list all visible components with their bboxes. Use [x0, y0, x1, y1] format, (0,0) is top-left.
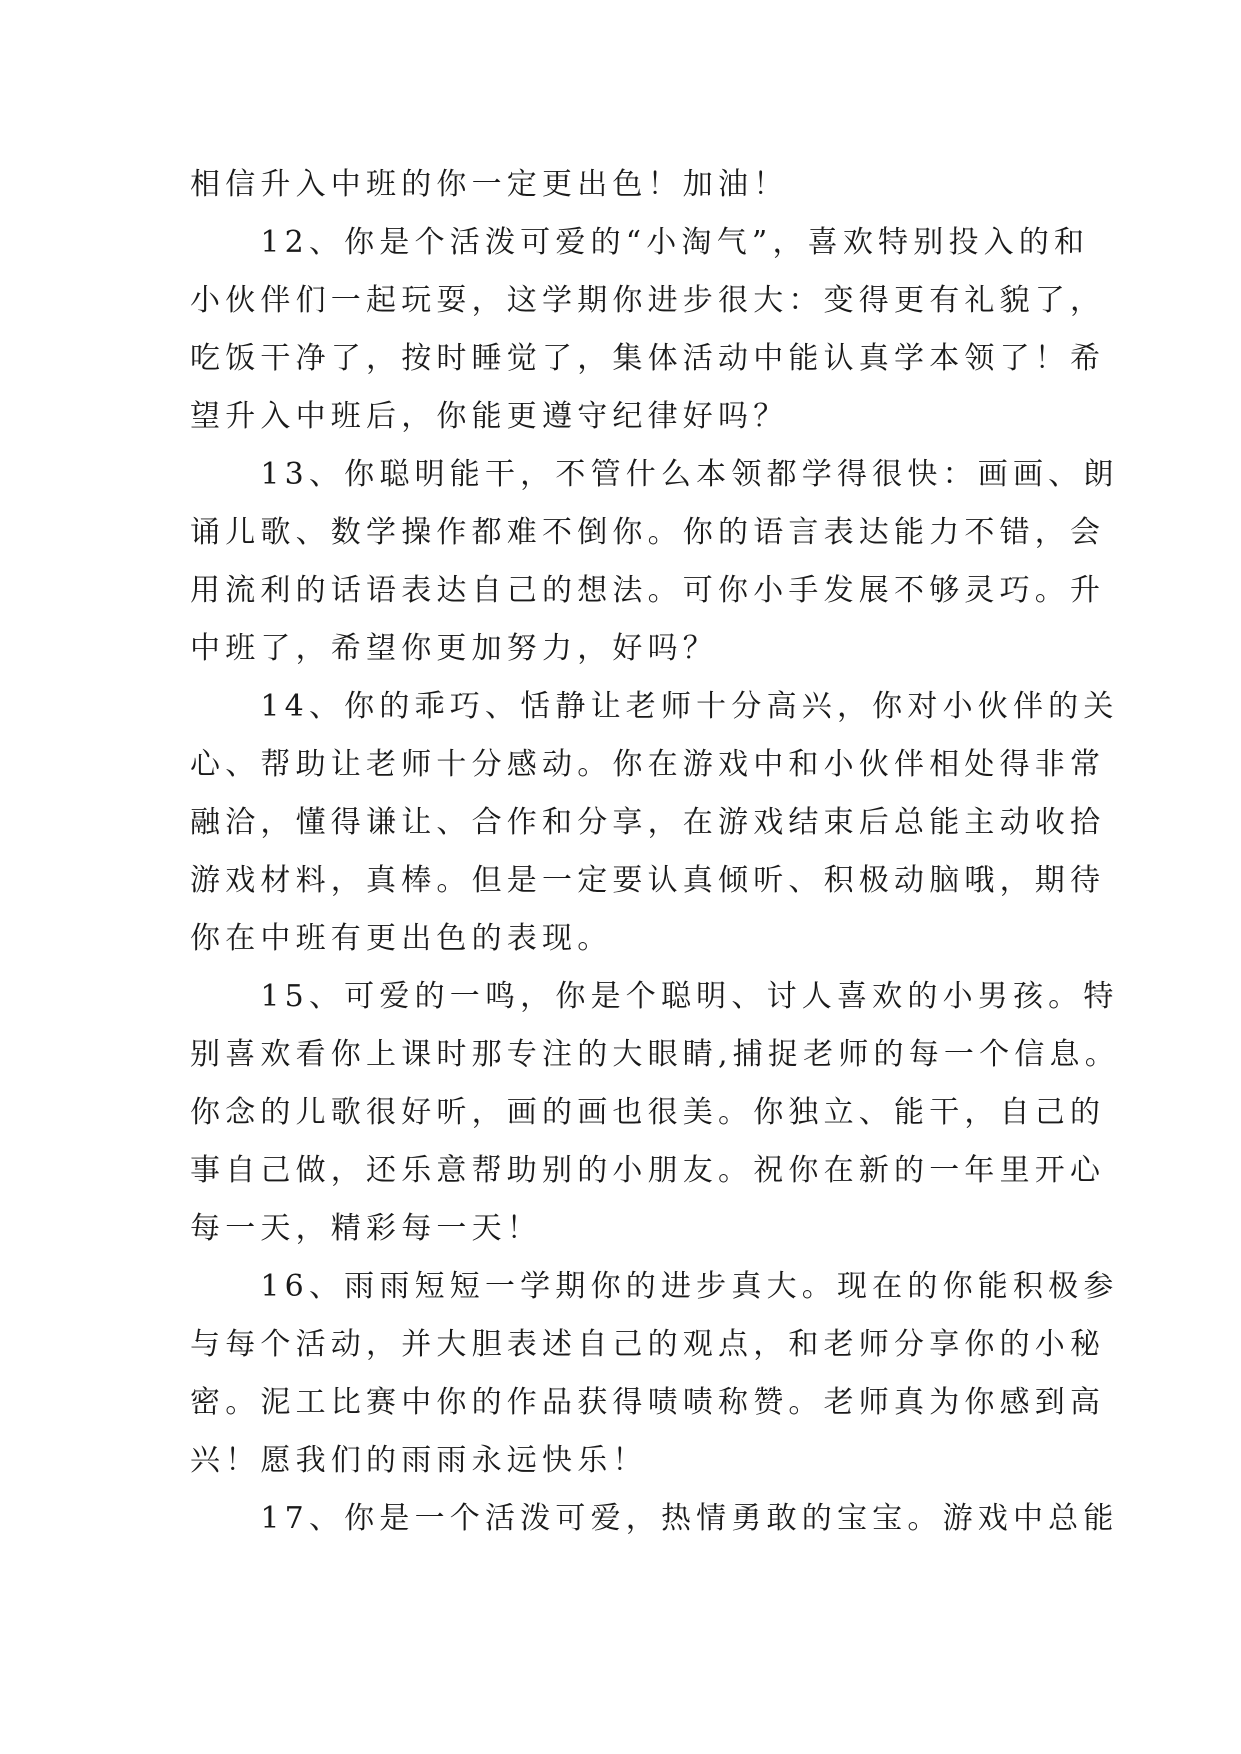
- text-line: 16、雨雨短短一学期你的进步真大。现在的你能积极参: [190, 1269, 1119, 1304]
- text-line: 心、帮助让老师十分感动。你在游戏中和小伙伴相处得非常: [190, 747, 1106, 782]
- text-line: 15、可爱的一鸣，你是个聪明、讨人喜欢的小男孩。特: [190, 979, 1119, 1014]
- text-line: 与每个活动，并大胆表述自己的观点，和老师分享你的小秘: [190, 1327, 1106, 1362]
- text-line: 密。泥工比赛中你的作品获得啧啧称赞。老师真为你感到高: [190, 1385, 1106, 1420]
- text-line: 吃饭干净了，按时睡觉了，集体活动中能认真学本领了！希: [190, 341, 1106, 376]
- text-line: 每一天，精彩每一天！: [190, 1211, 542, 1246]
- text-line: 事自己做，还乐意帮助别的小朋友。祝你在新的一年里开心: [190, 1153, 1106, 1188]
- text-line: 别喜欢看你上课时那专注的大眼睛,捕捉老师的每一个信息。: [190, 1037, 1120, 1072]
- text-line: 17、你是一个活泼可爱，热情勇敢的宝宝。游戏中总能: [190, 1501, 1119, 1536]
- text-line: 小伙伴们一起玩耍，这学期你进步很大：变得更有礼貌了，: [190, 283, 1106, 318]
- text-line: 诵儿歌、数学操作都难不倒你。你的语言表达能力不错，会: [190, 515, 1106, 550]
- text-line: 相信升入中班的你一定更出色！加油！: [190, 167, 789, 202]
- text-line: 你念的儿歌很好听，画的画也很美。你独立、能干，自己的: [190, 1095, 1106, 1130]
- text-line: 你在中班有更出色的表现。: [190, 921, 613, 956]
- text-line: 兴！愿我们的雨雨永远快乐！: [190, 1443, 648, 1478]
- text-line: 12、你是个活泼可爱的“小淘气”，喜欢特别投入的和: [190, 225, 1090, 260]
- text-line: 游戏材料，真棒。但是一定要认真倾听、积极动脑哦，期待: [190, 863, 1106, 898]
- text-line: 用流利的话语表达自己的想法。可你小手发展不够灵巧。升: [190, 573, 1106, 608]
- text-line: 融洽，懂得谦让、合作和分享，在游戏结束后总能主动收拾: [190, 805, 1106, 840]
- text-line: 望升入中班后，你能更遵守纪律好吗？: [190, 399, 789, 434]
- text-line: 13、你聪明能干，不管什么本领都学得很快：画画、朗: [190, 457, 1119, 492]
- text-line: 14、你的乖巧、恬静让老师十分高兴，你对小伙伴的关: [190, 689, 1119, 724]
- document-body: [190, 156, 1120, 1548]
- text-line: 中班了，希望你更加努力，好吗？: [190, 631, 718, 666]
